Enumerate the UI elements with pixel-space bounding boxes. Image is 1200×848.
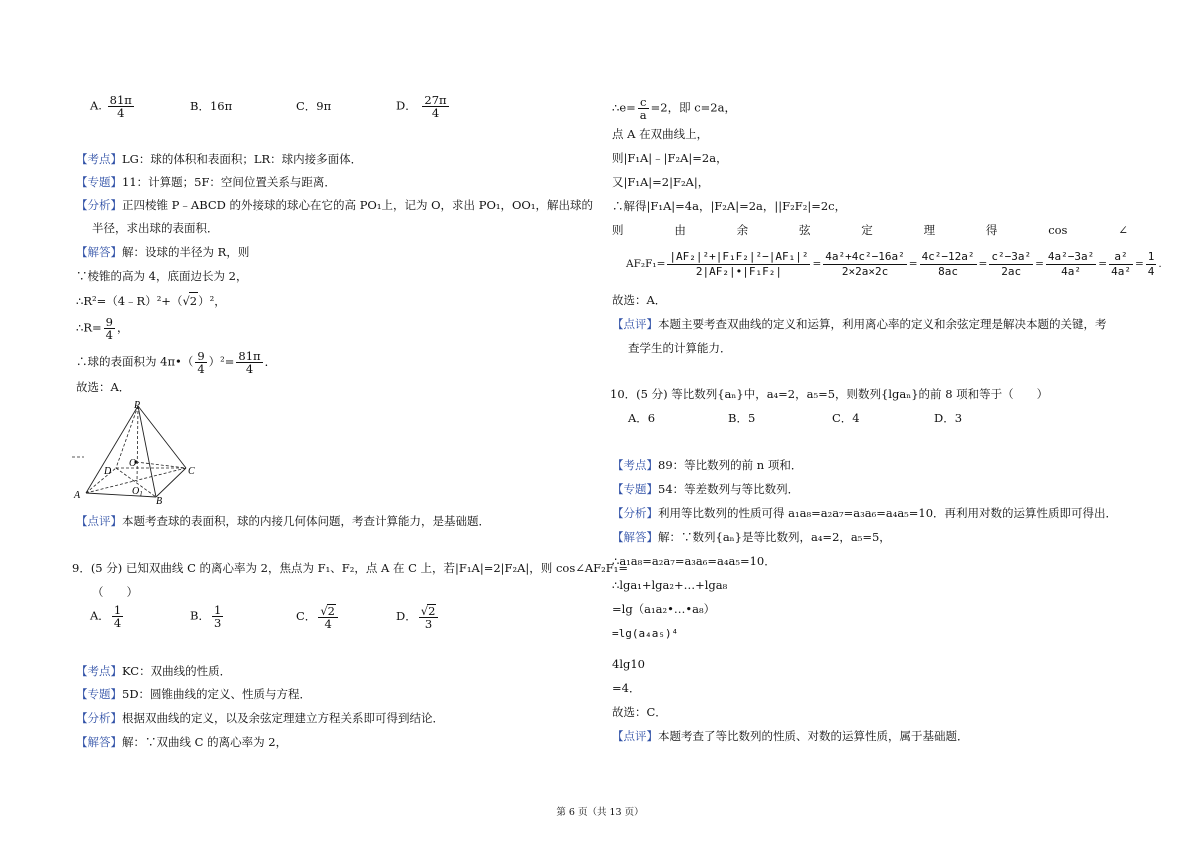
label-c: C bbox=[188, 466, 195, 477]
q8-fenxi: 【分析】正四棱锥 P﹣ABCD 的外接球的球心在它的高 PO₁上，记为 O，求出 PO₁，OO₁，解出球的 bbox=[76, 198, 593, 212]
label-b: B bbox=[156, 496, 163, 504]
q10-line3: =lg（a₁a₂•…•a₈） bbox=[612, 602, 716, 616]
q9-jieda: 【解答】解：∵双曲线 C 的离心率为 2， bbox=[76, 735, 288, 749]
q8-line1: ∵棱锥的高为 4，底面边长为 2， bbox=[76, 269, 248, 283]
q9-option-d: D． $\frac{√2}{3}$ bbox=[396, 604, 440, 630]
q9-option-c: C． $\frac{√2}{4}$ bbox=[296, 604, 340, 630]
q10-option-a: A．6 bbox=[628, 411, 656, 425]
label-d: D bbox=[104, 466, 112, 477]
option-c: C．9π bbox=[296, 99, 332, 113]
q8-fenxi-cont: 半径，求出球的表面积． bbox=[92, 221, 219, 235]
label-a: A bbox=[74, 490, 81, 501]
q10-line5: 4lg10 bbox=[612, 657, 645, 671]
q10-fenxi: 【分析】利用等比数列的性质可得 a₁a₈=a₂a₇=a₃a₆=a₄a₅=10．再利用对数的运算性质即可得出． bbox=[612, 506, 1118, 520]
q10-stem: 10．(5 分) 等比数列{aₙ}中，a₄=2，a₅=5，则数列{lgaₙ}的前 8 项和等于（ ） bbox=[610, 387, 1049, 401]
q8-zhuanti: 【专题】11：计算题；5F：空间位置关系与距离． bbox=[76, 175, 336, 189]
line-d: ∴解得|F₁A|=4a，|F₂A|=2a，||F₂F₂|=2c， bbox=[612, 199, 847, 213]
q8-answer: 故选：A． bbox=[76, 380, 131, 394]
q8-line3: ∴R= $\frac{9}{4}$ ， bbox=[76, 315, 129, 342]
q10-kaodian: 【考点】89：等比数列的前 n 项和． bbox=[612, 458, 803, 472]
label-p: P bbox=[134, 400, 141, 411]
q10-option-b: B．5 bbox=[728, 411, 756, 425]
line-a: 点 A 在双曲线上， bbox=[612, 127, 709, 141]
q10-zhuanti: 【专题】54：等差数列与等比数列． bbox=[612, 482, 800, 496]
q10-answer: 故选：C． bbox=[612, 705, 667, 719]
q9-zhuanti: 【专题】5D：圆锥曲线的定义、性质与方程． bbox=[76, 687, 312, 701]
q10-line2: ∴lga₁+lga₂+…+lga₈ bbox=[612, 578, 728, 592]
q10-option-d: D．3 bbox=[934, 411, 963, 425]
q9-dianping-cont: 查学生的计算能力． bbox=[628, 341, 732, 355]
q10-dianping: 【点评】本题考查了等比数列的性质、对数的运算性质，属于基础题． bbox=[612, 729, 969, 743]
q10-jieda: 【解答】解：∵数列{aₙ}是等比数列，a₄=2，a₅=5， bbox=[612, 530, 891, 544]
q8-line2: ∴R²=（4﹣R）²+（√2）²， bbox=[76, 294, 226, 308]
pyramid-figure bbox=[70, 400, 200, 504]
page-footer: 第 6 页（共 13 页） bbox=[556, 807, 644, 818]
line-c: 又|F₁A|=2|F₂A|， bbox=[612, 175, 710, 189]
q9-option-b: B． $\frac{1}{3}$ bbox=[190, 603, 222, 630]
cosine-formula: AF₂F₁= $\frac{\text{|AF₂|²+|F₁F₂|²−|AF₁|²}}{\text{2|AF₂|•|F₁F₂|}}$ = $\frac{\text{4a²+4c²−16a²}}{2\times 2a\times 2c}$ = $\frac{\text{4c²−12a²}}{8ac}$ = $\frac{\text{c²−3a²}}{2ac}$ = $\frac{\text{4a²−3a²}}{\text{4a²}}$ = $\frac{\text{a²}}{\text{4a²}}$ = $\frac{1}{4}$ . bbox=[626, 249, 1162, 278]
q9-answer: 故选：A． bbox=[612, 293, 667, 307]
q9-stem: 9．(5 分) 已知双曲线 C 的离心率为 2，焦点为 F₁、F₂，点 A 在 C 上，若|F₁A|=2|F₂A|，则 cos∠AF₂F₁= bbox=[72, 561, 628, 575]
q9-kaodian: 【考点】KC：双曲线的性质． bbox=[76, 664, 232, 678]
q8-dianping: 【点评】本题考查球的表面积，球的内接几何体问题，考查计算能力，是基础题． bbox=[76, 514, 490, 528]
q10-line6: =4． bbox=[612, 681, 641, 695]
q10-option-c: C．4 bbox=[832, 411, 860, 425]
line-b: 则|F₁A|﹣|F₂A|=2a， bbox=[612, 151, 728, 165]
q10-line1: ∴a₁a₈=a₂a₇=a₃a₆=a₄a₅=10． bbox=[612, 554, 776, 568]
option-b: B．16π bbox=[190, 99, 233, 113]
cosine-intro: 则 由 余 弦 定 理 得 cos ∠ bbox=[612, 223, 1128, 237]
e-line: ∴e= $\frac{c}{a}$ =2，即 c=2a， bbox=[612, 95, 736, 122]
q9-fenxi: 【分析】根据双曲线的定义，以及余弦定理建立方程关系即可得到结论． bbox=[76, 711, 444, 725]
q8-line4: ∴球的表面积为 4π•（ $\frac{9}{4}$ ）²= $\frac{81\pi}{4}$ ． bbox=[76, 349, 277, 376]
q9-stem-cont: （ ） bbox=[92, 585, 138, 599]
option-a: A. $\frac{81\pi}{4}$ bbox=[90, 93, 132, 120]
label-o1: $O_1$ bbox=[132, 486, 143, 498]
q8-jieda: 【解答】解：设球的半径为 R，则 bbox=[76, 245, 250, 259]
option-d: D． $\frac{27\pi}{4}$ bbox=[396, 93, 447, 120]
label-o: O bbox=[129, 458, 137, 469]
q9-dianping: 【点评】本题主要考查双曲线的定义和运算，利用离心率的定义和余弦定理是解决本题的关键，考 bbox=[612, 317, 1107, 331]
q10-line4: =lg(a₄a₅)⁴ bbox=[612, 627, 679, 640]
q8-kaodian: 【考点】LG：球的体积和表面积；LR：球内接多面体． bbox=[76, 152, 363, 166]
q9-option-a: A． $\frac{1}{4}$ bbox=[90, 603, 122, 630]
